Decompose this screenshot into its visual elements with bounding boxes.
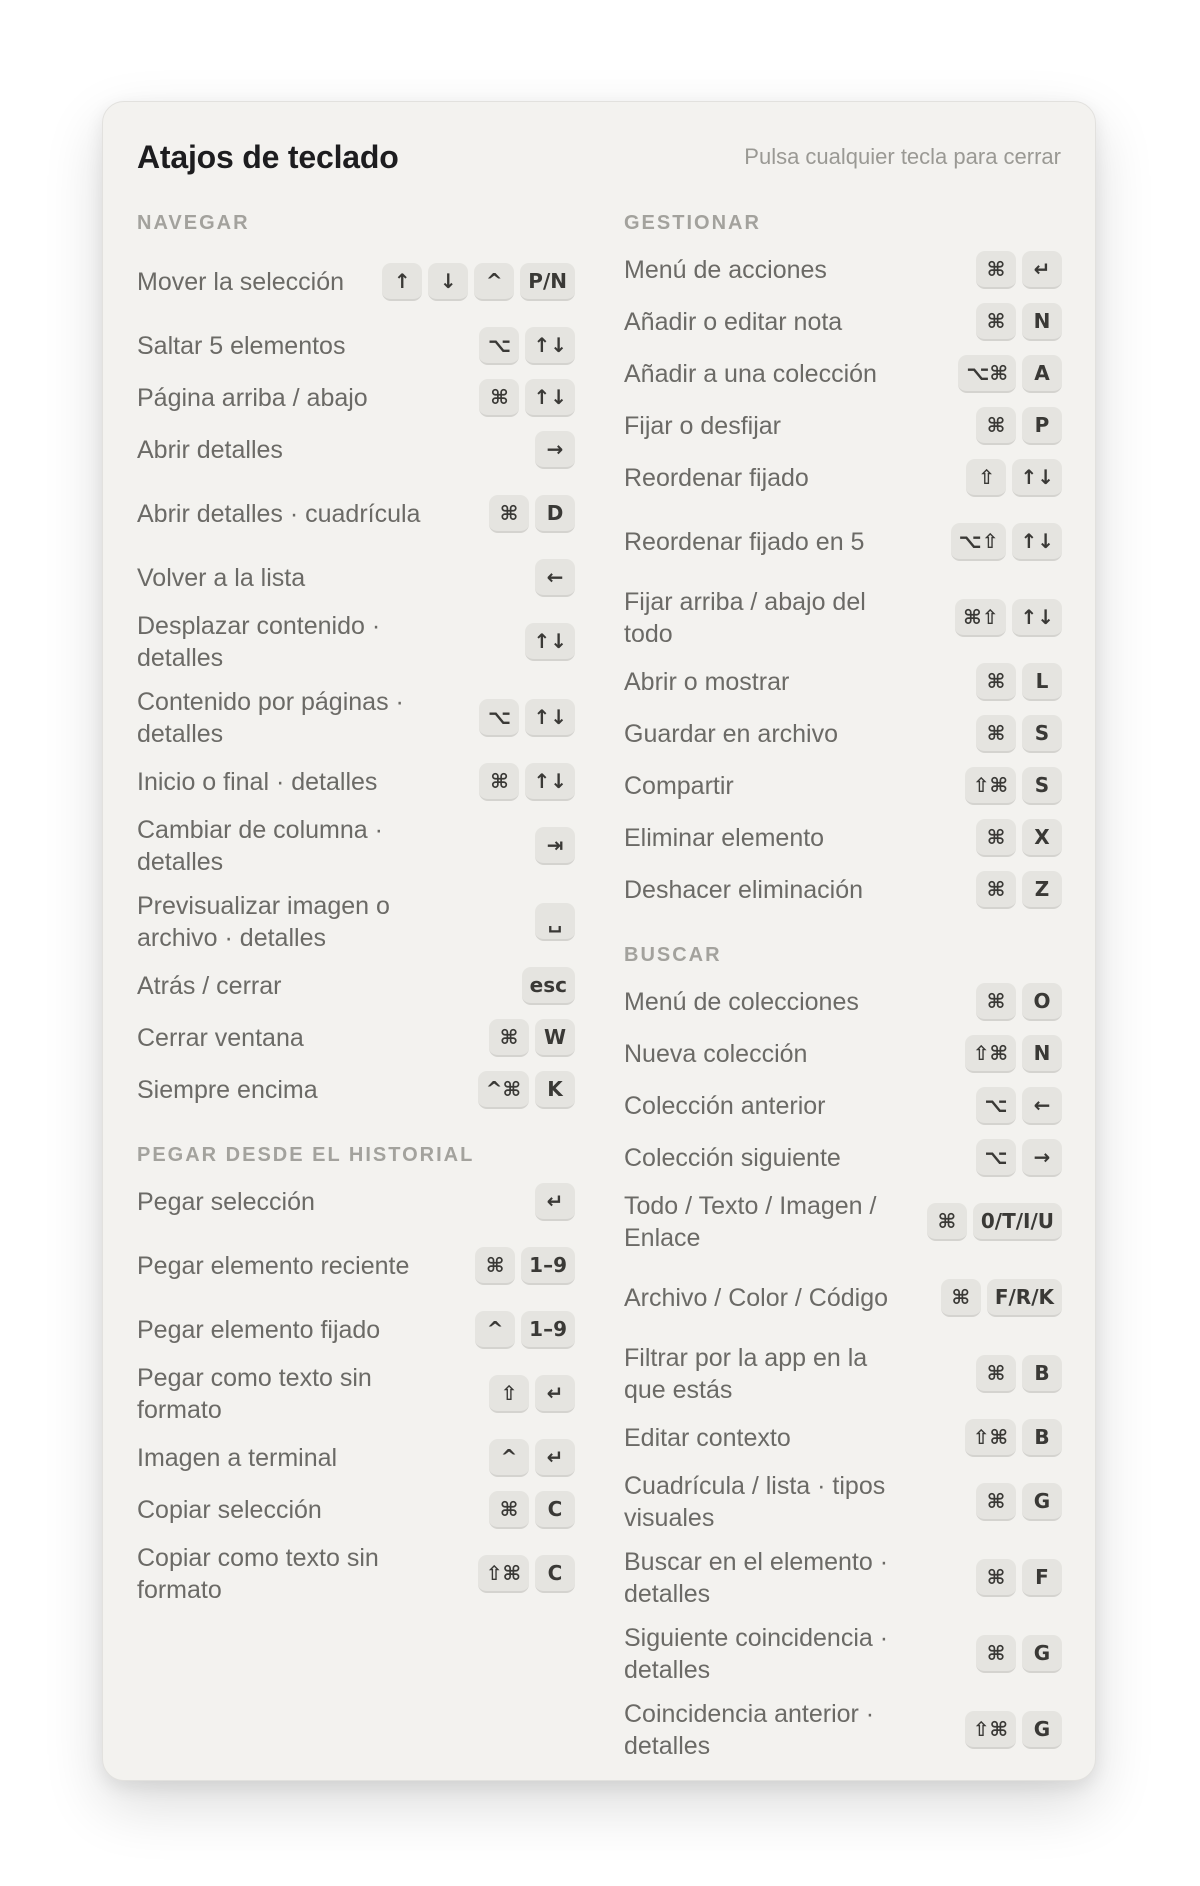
shortcut-keys — [535, 431, 575, 469]
shortcut-row — [137, 1536, 575, 1612]
keycap: ⌘ — [976, 1559, 1016, 1597]
keycap: ↑↓ — [525, 379, 575, 417]
shortcut-keys — [489, 1019, 575, 1057]
shortcut-row — [624, 1260, 1062, 1336]
keycap: ␣ — [535, 903, 575, 941]
keycap: K — [535, 1071, 575, 1109]
shortcuts-panel — [102, 101, 1096, 1781]
shortcut-label: Pegar elemento fijado — [137, 1316, 381, 1344]
shortcut-keys — [976, 1355, 1062, 1393]
shortcut-row — [624, 348, 1062, 400]
keycap: C — [535, 1555, 575, 1593]
shortcut-row — [624, 1692, 1062, 1768]
shortcut-label: Abrir detalles · cuadrícula — [137, 500, 421, 528]
shortcut-label: Previsualizar imagen o archivo · detalles — [137, 892, 390, 952]
shortcut-label: Desplazar contenido · detalles — [137, 612, 381, 672]
keycap: S — [1022, 767, 1062, 805]
section-title-navegar: NAVEGAR — [137, 212, 250, 234]
keycap: ⇧ — [966, 459, 1006, 497]
shortcut-keys — [976, 663, 1062, 701]
shortcut-keys — [976, 983, 1062, 1021]
shortcut-keys — [976, 1635, 1062, 1673]
shortcut-keys — [965, 1419, 1062, 1457]
shortcut-row — [137, 1228, 575, 1304]
shortcut-keys — [927, 1203, 1062, 1241]
keycap: ^ — [474, 263, 514, 301]
shortcut-label: Atrás / cerrar — [137, 972, 282, 1000]
shortcut-label: Siempre encima — [137, 1076, 318, 1104]
shortcut-row — [137, 1064, 575, 1116]
keycap: ↑↓ — [1012, 599, 1062, 637]
shortcut-label: Añadir a una colección — [624, 360, 877, 388]
shortcut-keys — [976, 1087, 1062, 1125]
shortcut-keys — [489, 1491, 575, 1529]
keycap: ⌥⇧ — [951, 523, 1007, 561]
shortcut-keys — [489, 1375, 575, 1413]
shortcut-label: Nueva colección — [624, 1040, 808, 1068]
keycap: ↑↓ — [1012, 459, 1062, 497]
shortcut-keys — [535, 559, 575, 597]
keycap: ⌘ — [976, 663, 1016, 701]
keycap: → — [535, 431, 575, 469]
shortcut-row — [624, 1412, 1062, 1464]
keycap: ⌘ — [976, 251, 1016, 289]
keycap: ← — [1022, 1087, 1062, 1125]
shortcut-row — [137, 884, 575, 960]
keycap: ⌘ — [475, 1247, 515, 1285]
shortcut-label: Copiar selección — [137, 1496, 322, 1524]
shortcut-label: Cambiar de columna · detalles — [137, 816, 383, 876]
keycap: ⌘ — [489, 1491, 529, 1529]
shortcut-keys — [382, 263, 575, 301]
shortcut-label: Copiar como texto sin formato — [137, 1544, 379, 1604]
keycap: X — [1022, 819, 1062, 857]
keycap: ⌥ — [479, 699, 519, 737]
keycap: G — [1022, 1483, 1062, 1521]
shortcut-label: Colección anterior — [624, 1092, 826, 1120]
shortcut-keys — [479, 379, 575, 417]
shortcut-row — [624, 400, 1062, 452]
shortcut-label: Reordenar fijado en 5 — [624, 528, 865, 556]
keycap: ⌘ — [976, 303, 1016, 341]
keycap: ⌘ — [927, 1203, 967, 1241]
left-column — [137, 202, 575, 1612]
shortcut-row — [624, 504, 1062, 580]
shortcut-row — [137, 244, 575, 320]
keycap: D — [535, 495, 575, 533]
shortcut-keys — [976, 819, 1062, 857]
shortcut-label: Mover la selección — [137, 268, 345, 296]
shortcut-keys — [479, 699, 575, 737]
keycap: → — [1022, 1139, 1062, 1177]
shortcut-label: Eliminar elemento — [624, 824, 825, 852]
shortcut-keys — [535, 827, 575, 865]
shortcut-row — [137, 756, 575, 808]
shortcut-row — [624, 864, 1062, 916]
shortcut-keys — [522, 967, 575, 1005]
keycap: ⌥⌘ — [958, 355, 1016, 393]
keycap: ↑↓ — [525, 763, 575, 801]
keycap: ⌘ — [479, 763, 519, 801]
shortcut-row — [624, 1336, 1062, 1412]
keycap: ↑↓ — [525, 699, 575, 737]
shortcut-row — [624, 296, 1062, 348]
shortcut-keys — [958, 355, 1062, 393]
shortcut-keys — [479, 763, 575, 801]
shortcut-keys — [955, 599, 1062, 637]
shortcut-row — [137, 1356, 575, 1432]
shortcut-keys — [478, 1555, 575, 1593]
shortcut-row — [624, 1132, 1062, 1184]
shortcut-row — [624, 244, 1062, 296]
shortcut-label: Archivo / Color / Código — [624, 1284, 889, 1312]
keycap: ⌘ — [976, 1355, 1016, 1393]
shortcut-label: Cerrar ventana — [137, 1024, 304, 1052]
shortcut-row — [624, 760, 1062, 812]
keycap: N — [1022, 1035, 1062, 1073]
shortcut-keys — [976, 715, 1062, 753]
keycap: ⌘ — [976, 819, 1016, 857]
keycap: ⌥ — [976, 1087, 1016, 1125]
shortcut-row — [624, 452, 1062, 504]
keycap: ^ — [475, 1311, 515, 1349]
shortcut-keys — [976, 1139, 1062, 1177]
shortcut-label: Contenido por páginas · detalles — [137, 688, 404, 748]
keycap: ⌘ — [976, 1635, 1016, 1673]
keycap: ⇧⌘ — [478, 1555, 529, 1593]
shortcut-label: Menú de colecciones — [624, 988, 859, 1016]
shortcut-keys — [489, 1439, 575, 1477]
keycap: L — [1022, 663, 1062, 701]
shortcut-label: Cuadrícula / lista · tipos visuales — [624, 1472, 886, 1532]
shortcut-row — [137, 604, 575, 680]
keycap: ↑↓ — [525, 623, 575, 661]
shortcut-keys — [951, 523, 1062, 561]
shortcut-row — [137, 1484, 575, 1536]
page-title: Atajos de teclado — [137, 139, 399, 175]
shortcut-label: Colección siguiente — [624, 1144, 841, 1172]
shortcut-row — [624, 1028, 1062, 1080]
shortcut-row — [624, 708, 1062, 760]
shortcut-label: Guardar en archivo — [624, 720, 839, 748]
keycap: 0/T/I/U — [973, 1203, 1062, 1241]
shortcut-keys — [478, 1071, 575, 1109]
shortcut-row — [624, 656, 1062, 708]
keycap: W — [535, 1019, 575, 1057]
keycap: ⇧ — [489, 1375, 529, 1413]
keycap: ⇧⌘ — [965, 767, 1016, 805]
shortcut-keys — [535, 1183, 575, 1221]
shortcut-keys — [976, 303, 1062, 341]
keycap: ⌘ — [976, 871, 1016, 909]
shortcut-keys — [479, 327, 575, 365]
shortcut-keys — [976, 1483, 1062, 1521]
keycap: ↵ — [535, 1375, 575, 1413]
shortcut-keys — [535, 903, 575, 941]
keycap: ⇧⌘ — [965, 1035, 1016, 1073]
shortcut-row — [137, 1304, 575, 1356]
shortcut-label: Coincidencia anterior · detalles — [624, 1700, 875, 1760]
shortcut-label: Inicio o final · detalles — [137, 768, 378, 796]
keycap: ⇧⌘ — [965, 1419, 1016, 1457]
shortcut-keys — [475, 1247, 575, 1285]
keycap: ⌘⇧ — [955, 599, 1006, 637]
shortcut-row — [137, 476, 575, 552]
keycap: ⌘ — [489, 1019, 529, 1057]
shortcut-label: Volver a la lista — [137, 564, 306, 592]
keycap: ⌘ — [941, 1279, 981, 1317]
keycap: ^⌘ — [478, 1071, 529, 1109]
keycap: 1–9 — [521, 1247, 575, 1285]
shortcut-label: Pegar como texto sin formato — [137, 1364, 372, 1424]
shortcut-keys — [941, 1279, 1062, 1317]
keycap: ⇧⌘ — [965, 1711, 1016, 1749]
shortcut-row — [137, 424, 575, 476]
keycap: ↵ — [535, 1183, 575, 1221]
shortcut-label: Buscar en el elemento · detalles — [624, 1548, 889, 1608]
shortcut-row — [624, 1464, 1062, 1540]
shortcut-label: Filtrar por la app en la que estás — [624, 1344, 868, 1404]
keycap: O — [1022, 983, 1062, 1021]
section-title-pegar-desde-el-historial: PEGAR DESDE EL HISTORIAL — [137, 1144, 475, 1166]
keycap: ↑↓ — [525, 327, 575, 365]
shortcut-row — [624, 812, 1062, 864]
keycap: ^ — [489, 1439, 529, 1477]
right-column — [624, 202, 1062, 1768]
keycap: Z — [1022, 871, 1062, 909]
shortcut-keys — [489, 495, 575, 533]
shortcut-label: Menú de acciones — [624, 256, 827, 284]
close-hint: Pulsa cualquier tecla para cerrar — [744, 144, 1061, 169]
shortcut-row — [624, 1540, 1062, 1616]
shortcut-label: Pegar elemento reciente — [137, 1252, 410, 1280]
keycap: N — [1022, 303, 1062, 341]
keycap: ⌥ — [479, 327, 519, 365]
keycap: ⌘ — [976, 715, 1016, 753]
shortcut-row — [137, 808, 575, 884]
keycap: ↓ — [428, 263, 468, 301]
keycap: P/N — [520, 263, 575, 301]
keycap: C — [535, 1491, 575, 1529]
shortcut-label: Saltar 5 elementos — [137, 332, 346, 360]
shortcut-row — [137, 680, 575, 756]
section-title-gestionar: GESTIONAR — [624, 212, 761, 234]
shortcut-row — [624, 1080, 1062, 1132]
shortcut-keys — [965, 767, 1062, 805]
shortcut-label: Fijar arriba / abajo del todo — [624, 588, 866, 648]
shortcut-row — [137, 1012, 575, 1064]
shortcut-label: Abrir detalles — [137, 436, 283, 464]
keycap: ↑ — [382, 263, 422, 301]
shortcut-label: Reordenar fijado — [624, 464, 809, 492]
keycap: B — [1022, 1419, 1062, 1457]
keycap: ⌥ — [976, 1139, 1016, 1177]
panel-header — [137, 132, 1061, 182]
shortcut-keys — [965, 1711, 1062, 1749]
keycap: A — [1022, 355, 1062, 393]
shortcut-label: Fijar o desfijar — [624, 412, 781, 440]
shortcut-row — [137, 1432, 575, 1484]
shortcut-row — [137, 552, 575, 604]
keycap: G — [1022, 1711, 1062, 1749]
shortcut-keys — [976, 251, 1062, 289]
keycap: P — [1022, 407, 1062, 445]
keycap: ⌘ — [976, 407, 1016, 445]
shortcut-keys — [475, 1311, 575, 1349]
shortcut-row — [137, 320, 575, 372]
shortcut-keys — [976, 1559, 1062, 1597]
shortcut-row — [624, 1184, 1062, 1260]
shortcut-label: Editar contexto — [624, 1424, 791, 1452]
shortcut-keys — [525, 623, 575, 661]
keycap: ⌘ — [976, 983, 1016, 1021]
keycap: ↑↓ — [1012, 523, 1062, 561]
shortcut-row — [624, 1616, 1062, 1692]
shortcut-label: Pegar selección — [137, 1188, 315, 1216]
shortcut-keys — [965, 1035, 1062, 1073]
keycap: ⌘ — [489, 495, 529, 533]
keycap: 1–9 — [521, 1311, 575, 1349]
shortcut-label: Todo / Texto / Imagen / Enlace — [624, 1192, 877, 1252]
keycap: ↵ — [535, 1439, 575, 1477]
keycap: G — [1022, 1635, 1062, 1673]
shortcut-label: Añadir o editar nota — [624, 308, 843, 336]
shortcut-label: Deshacer eliminación — [624, 876, 864, 904]
keycap: ⌘ — [479, 379, 519, 417]
shortcut-row — [624, 580, 1062, 656]
shortcut-label: Página arriba / abajo — [137, 384, 368, 412]
shortcut-label: Imagen a terminal — [137, 1444, 338, 1472]
keycap: ⌘ — [976, 1483, 1016, 1521]
keycap: F/R/K — [987, 1279, 1062, 1317]
keycap: ⇥ — [535, 827, 575, 865]
shortcut-keys — [976, 407, 1062, 445]
keycap: B — [1022, 1355, 1062, 1393]
shortcut-label: Compartir — [624, 772, 734, 800]
section-title-buscar: BUSCAR — [624, 944, 722, 966]
keycap: ↵ — [1022, 251, 1062, 289]
keycap: ← — [535, 559, 575, 597]
keycap: esc — [522, 967, 575, 1005]
shortcut-row — [137, 372, 575, 424]
shortcut-label: Abrir o mostrar — [624, 668, 790, 696]
shortcut-row — [137, 1176, 575, 1228]
keycap: F — [1022, 1559, 1062, 1597]
shortcut-keys — [966, 459, 1062, 497]
shortcut-keys — [976, 871, 1062, 909]
shortcut-row — [624, 976, 1062, 1028]
shortcut-label: Siguiente coincidencia · detalles — [624, 1624, 889, 1684]
shortcut-row — [137, 960, 575, 1012]
keycap: S — [1022, 715, 1062, 753]
